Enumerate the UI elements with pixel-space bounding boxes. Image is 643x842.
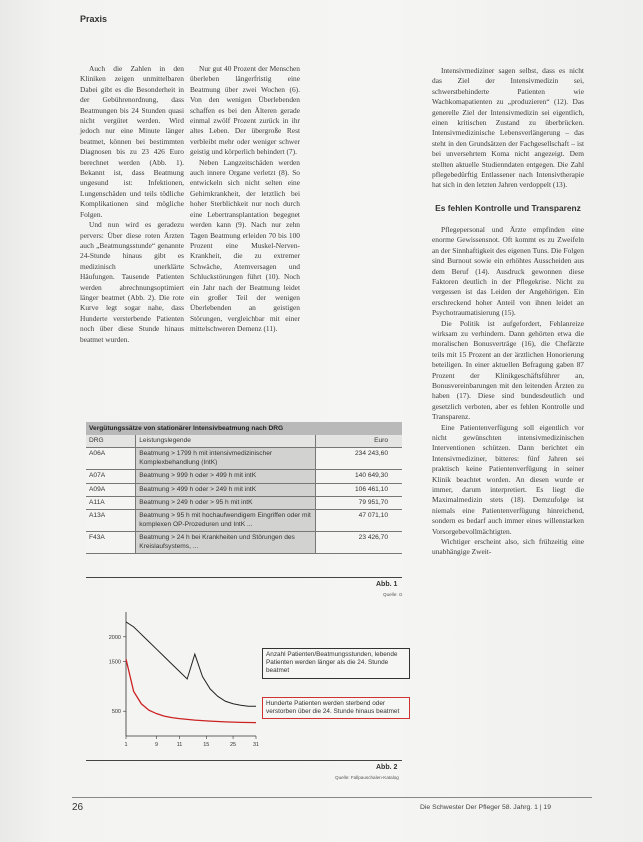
table-header-row bbox=[86, 435, 402, 448]
table-cell: A13A bbox=[86, 510, 136, 531]
table-cell: A07A bbox=[86, 470, 136, 482]
article-column-1 bbox=[80, 64, 184, 345]
paragraph: Neben Langzeitschäden werden auch innere Organe verletzt (8). So entwickeln sich nicht selten eine Gehirnkrankheit, der letztlich bei hoher Sterblichkeit nur noch durch eine Lebertransplantation begegnet werden kann (9). Nach nur zehn Tagen Beatmung erleiden 70 bis 100 Prozent eine Muskel-Nerven-Krankheit, die zu extremer Schwäche, Atemversagen und Schluckstörungen führt (10). Noch ein Jahr nach der Beatmung leidet ein großer Teil der wenigen Überlebenden an geistigen Störungen, vergleichbar mit einer mittelschweren Demenz (11). bbox=[190, 157, 300, 334]
table-row bbox=[86, 448, 402, 470]
y-tick-label: 500 bbox=[111, 709, 121, 716]
chart-labels bbox=[109, 635, 259, 748]
table-cell: Beatmung > 249 h oder > 95 h mit intK bbox=[136, 497, 316, 509]
paragraph: Pflegepersonal und Ärzte empfinden eine enorme Gewissensnot. Oft kommt es zu Zweifeln an der Sinnhaftigkeit des eigenen Tuns. Die Folgen sind Burnout sowie ein erhöhtes Ausscheiden aus dem Beruf (14). Ausdruck gewonnen diese Faktoren deutlich in der Pflegekrise. Nicht zu vergessen ist das Leiden der Angehörigen. Ein erschreckend hoher Anteil von ihnen leidet an Psychotraumatisierung (15). bbox=[432, 224, 584, 318]
paragraph: Intensivmediziner sagen selbst, dass es nicht das Ziel der Intensivmedizin sei, schwerstbehinderte Patienten wie Wachkomapatienten zu „produzieren“ (12). Das generelle Ziel der Intensivmedizin sei eigentlich, einen kritischen Zustand zu überbrücken. Intensivmedizinische Lebensverlängerung – das steht in den Grundsätzen der Fachgesellschaft – ist bei unversehrtem Koma nicht angezeigt. Dem stellten aktuelle Studienndaten entgegen. Die Zahl pflegebedürftig Entlassener nach Intensivtherapie hat sich in den letzten Jahren verdoppelt (13). bbox=[432, 66, 584, 190]
ventilation-chart bbox=[86, 604, 402, 754]
table-cell: 106 461,10 bbox=[354, 485, 388, 493]
table-header-cell: Leistungslegende bbox=[136, 435, 316, 447]
x-tick-label: 1 bbox=[124, 742, 128, 748]
y-tick-label: 2000 bbox=[108, 634, 121, 641]
table-row bbox=[86, 470, 402, 483]
table-row bbox=[86, 510, 402, 532]
section-label: Praxis bbox=[80, 14, 108, 24]
table-row bbox=[86, 532, 402, 554]
journal-footer: Die Schwester Der Pfleger 58. Jahrg. 1 | 19 bbox=[420, 804, 551, 811]
table-cell: A06A bbox=[86, 448, 136, 469]
table-cell: Beatmung > 1799 h mit intensivmedizinischer Komplexbehandlung (IntK) bbox=[136, 448, 316, 469]
chart-series bbox=[126, 622, 256, 723]
table-cell: Beatmung > 95 h mit hochaufwendigem Eingriffen oder mit komplexen OP-Prozeduren und IntK ... bbox=[136, 510, 316, 531]
table-cell: A09A bbox=[86, 484, 136, 496]
x-tick-label: 31 bbox=[252, 742, 260, 748]
series-line-1 bbox=[126, 659, 256, 722]
table-row bbox=[86, 484, 402, 497]
drg-table bbox=[86, 422, 402, 554]
figure-2-source: Quelle: Fallpauschalen-Katalog bbox=[335, 775, 399, 780]
paragraph: Die Politik ist aufgefordert, Fehlanreize wirksam zu verhindern. Dann gehörten etwa die moralischen Bonusverträge (16), die Chefärzte teils mit 15 Prozent an der ärztlichen Honorierung beteiligen. In einer aktuellen Befragung gaben 87 Prozent der Klinikgeschäftsführer an, Bonusvereinbarungen mit den leitenden Ärzten zu haben (17). Diese sind bundesdeutlich und gesetzlich verboten, aber es fehlen Kontrolle und Transparenz. bbox=[432, 318, 584, 422]
table-title: Vergütungssätze von stationärer Intensivbeatmung nach DRG bbox=[86, 422, 402, 435]
paragraph: Auch die Zahlen in den Kliniken zeigen unmittelbaren Dabei gibt es die Besonderheit in der Gebührenordnung, dass Beatmungen bis 24 Stunden quasi nicht vergütet werden. Wird jedoch nur eine Minute länger beatmet, können bei bestimmten Diagnosen bis zu 23 426 Euro berechnet werden (Abb. 1). Bekannt ist, dass Beatmung ungesund ist: Infektionen, Lungenschäden und teils tödliche Komplikationen sind mögliche Folgen. bbox=[80, 64, 184, 219]
x-tick-label: 9 bbox=[155, 742, 159, 748]
table-cell: 47 071,10 bbox=[358, 512, 388, 520]
x-tick-label: 11 bbox=[176, 742, 183, 748]
table-cell: 140 649,30 bbox=[354, 472, 388, 480]
x-tick-label: 15 bbox=[203, 742, 210, 748]
table-cell: A11A bbox=[86, 497, 136, 509]
figure-1-source: Quelle: G bbox=[383, 592, 403, 597]
table-cell: Beatmung > 499 h oder > 249 h mit intK bbox=[136, 484, 316, 496]
table-cell: 23 426,70 bbox=[358, 534, 388, 542]
paragraph: Eine Patientenverfügung soll eigentlich vor nicht gewünschten intensivmedizinischen Interventionen schützen. Dann berichtet ein Intensivmediziner, bitteres: fünf Jahren sei praktisch keine Patientenverfügung in seiner Klinik beachtet worden. An diesen wurde er immer, darum interpretiert. Es liegt die Maximalmedizin stets (18). Demzufolge ist niemals eine Patientenverfügung hinreichend, sondern es bedarf auch immer eines willenstarken Vorsorgebevollmächtigten. bbox=[432, 422, 584, 536]
figure-1-label: Abb. 1 bbox=[376, 581, 398, 588]
table-cell: Beatmung > 24 h bei Krankheiten und Störungen des Kreislaufsystems, ... bbox=[136, 532, 316, 553]
table-cell: F43A bbox=[86, 532, 136, 553]
section-heading: Es fehlen Kontrolle und Transparenz bbox=[435, 202, 581, 213]
article-column-3 bbox=[432, 66, 584, 558]
article-column-2 bbox=[190, 64, 300, 335]
table-header-cell: DRG bbox=[86, 435, 136, 447]
figure-rule bbox=[86, 577, 402, 578]
page-number: 26 bbox=[72, 802, 84, 813]
series-line-0 bbox=[126, 622, 256, 706]
table-cell: Beatmung > 999 h oder > 499 h mit intK bbox=[136, 470, 316, 482]
table-cell: 234 243,60 bbox=[354, 450, 388, 458]
table-cell: 79 951,70 bbox=[358, 499, 388, 507]
legend-entry-dying: Hunderte Patienten werden sterbend oder verstorben über die 24. Stunde hinaus beatmet bbox=[262, 697, 410, 719]
paragraph: Und nun wird es geradezu pervers: Über diese roten Ärzten auch „Beatmungsstunde“ genannte 24-Stunde hinaus gibt es medizinisch unerklärte Häufungen. Tausende Patienten werden abrechnungsoptimiert länger beatmet (Abb. 2). Die rote Kurve legt sogar nahe, dass Hunderte versterbende Patienten noch über diese Stunde hinaus beatmet wurden. bbox=[80, 220, 184, 344]
y-tick-label: 1500 bbox=[108, 659, 121, 666]
figure-rule bbox=[86, 760, 402, 761]
table-row bbox=[86, 497, 402, 510]
table-header-cell: Euro bbox=[374, 437, 388, 444]
footer-rule bbox=[72, 797, 592, 798]
legend-entry-living: Anzahl Patienten/Beatmungsstunden, lebende Patienten werden länger als die 24. Stunde beatmet bbox=[262, 648, 410, 679]
x-tick-label: 25 bbox=[229, 742, 237, 748]
figure-2-label: Abb. 2 bbox=[376, 764, 398, 771]
paragraph: Nur gut 40 Prozent der Menschen überleben längerfristig eine Beatmung über zwei Wochen (6). Von den wenigen Überlebenden schaffen es bei den Älteren gerade einmal zwölf Prozent zurück in ihr altes Leben. Der übergroße Rest verbleibt mehr oder weniger schwer geistig und körperlich behindert (7). bbox=[190, 64, 300, 157]
paragraph: Wichtiger erscheint also, sich frühzeitig eine unabhängige Zweit- bbox=[432, 537, 584, 557]
